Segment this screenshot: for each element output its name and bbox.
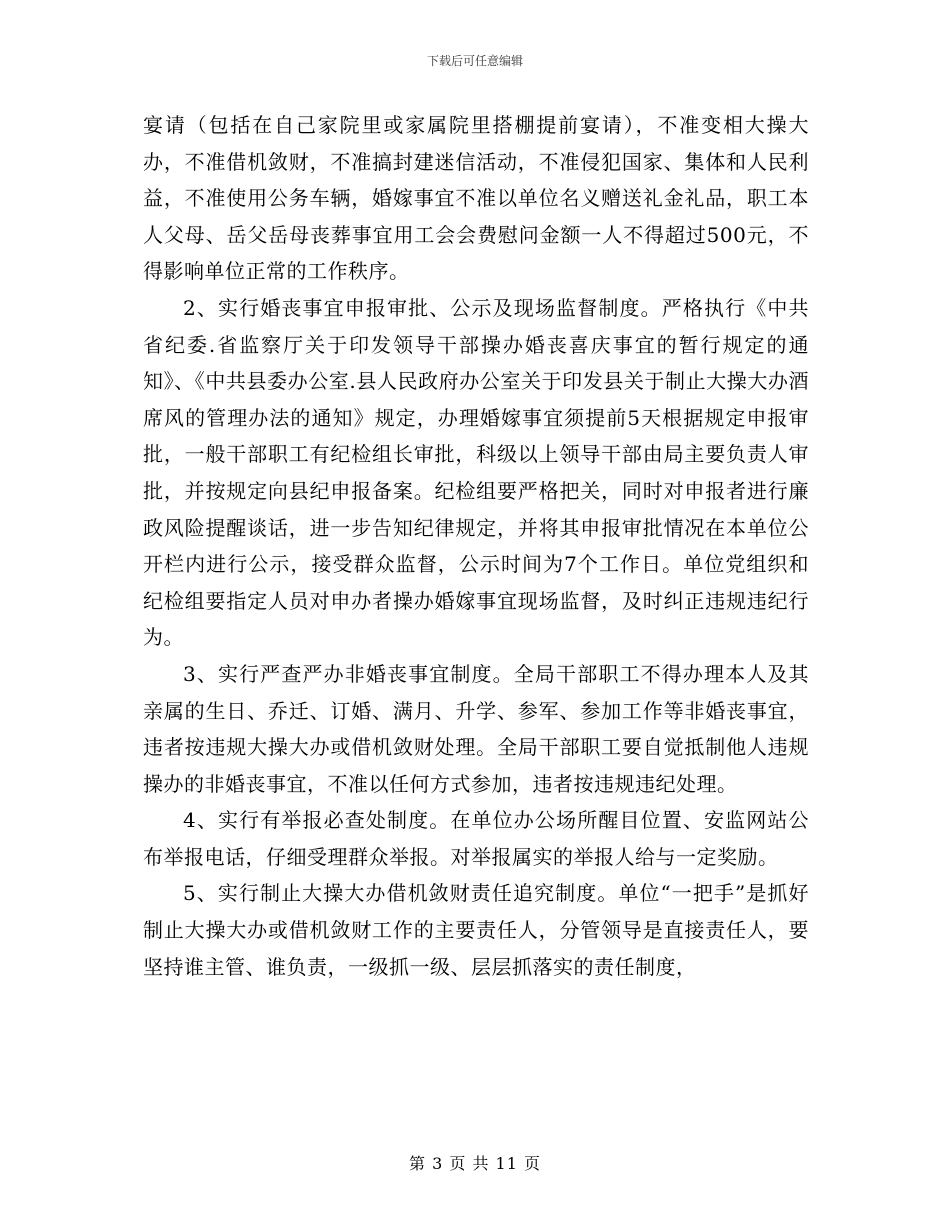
document-body: [143, 107, 809, 985]
page-header: [0, 53, 950, 69]
page-number: 第 3 页 共 11 页: [409, 1154, 541, 1173]
paragraph-3: 3、实行严查严办非婚丧事宜制度。全局干部职工不得办理本人及其亲属的生日、乔迁、订婚、满月、升学、参军、参加工作等非婚丧事宜，违者按违规大操大办或借机敛财处理。全局干部职工要自觉抵制他人违规操办的非婚丧事宜，不准以任何方式参加，违者按违规违纪处理。: [143, 661, 809, 796]
paragraph-2: 2、实行婚丧事宜申报审批、公示及现场监督制度。严格执行《中共省纪委.省监察厅关于印发领导干部操办婚丧喜庆事宜的暂行规定的通知》、《中共县委办公室.县人民政府办公室关于印发县关于制止大操大办酒席风的管理办法的通知》规定，办理婚嫁事宜须提前5天根据规定申报审批，一般干部职工有纪检组长审批，科级以上领导干部由局主要负责人审批，并按规定向县纪申报备案。纪检组要严格把关，同时对申报者进行廉政风险提醒谈话，进一步告知纪律规定，并将其申报审批情况在本单位公开栏内进行公示，接受群众监督，公示时间为7个工作日。单位党组织和纪检组要指定人员对申办者操办婚嫁事宜现场监督，及时纠正违规违纪行为。: [143, 295, 809, 650]
paragraph-5: 5、实行制止大操大办借机敛财责任追究制度。单位“一把手”是抓好制止大操大办或借机敛财工作的主要责任人，分管领导是直接责任人，要坚持谁主管、谁负责，一级抓一级、层层抓落实的责任制度，: [143, 881, 809, 979]
paragraph-4: 4、实行有举报必查处制度。在单位办公场所醒目位置、安监网站公布举报电话，仔细受理群众举报。对举报属实的举报人给与一定奖励。: [143, 808, 809, 869]
page-footer: [0, 1154, 950, 1174]
header-text: 下载后可任意编辑: [426, 54, 523, 68]
paragraph-1: 宴请（包括在自己家院里或家属院里搭棚提前宴请），不准变相大操大办，不准借机敛财，不准搞封建迷信活动，不准侵犯国家、集体和人民利益，不准使用公务车辆，婚嫁事宜不准以单位名义赠送礼金礼品，职工本人父母、岳父岳母丧葬事宜用工会会费慰问金额一人不得超过500元，不得影响单位正常的工作秩序。: [143, 113, 809, 284]
